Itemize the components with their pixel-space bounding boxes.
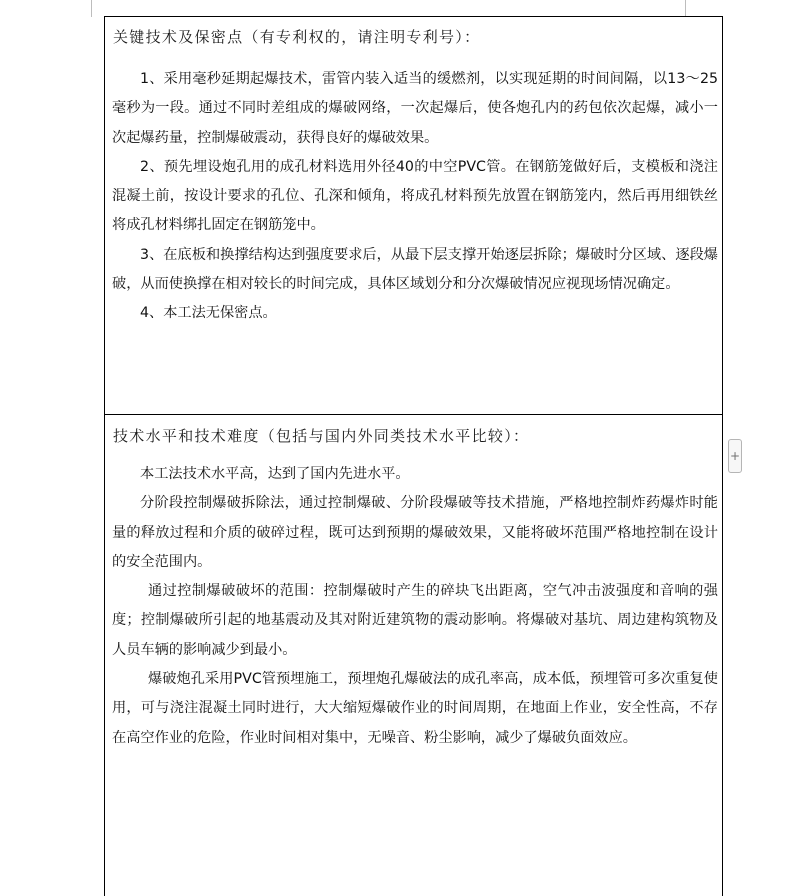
technical-level-body xyxy=(112,460,718,753)
technical-level-heading: 技术水平和技术难度（包括与国内外同类技术水平比较）： xyxy=(113,427,530,445)
key-technology-body xyxy=(112,65,718,329)
key-technology-paragraph-4: 4、本工法无保密点。 xyxy=(140,305,277,322)
cell-key-technology xyxy=(105,17,722,415)
plus-icon: + xyxy=(729,449,741,463)
technical-level-paragraph-4: 爆破炮孔采用PVC管预埋施工，预埋炮孔爆破法的成孔率高，成本低，预埋管可多次重复使用，可与浇注混凝土同时进行，大大缩短爆破作业的时间周期，在地面上作业，安全性高，不存在高空作业的危险，作业时间相对集中，无噪音、粉尘影响，减少了爆破负面效应。 xyxy=(112,671,718,746)
technical-level-paragraph-2: 分阶段控制爆破拆除法，通过控制爆破、分阶段爆破等技术措施，严格地控制炸药爆炸时能量的释放过程和介质的破碎过程，既可达到预期的爆破效果，又能将破坏范围严格地控制在设计的安全范围内。 xyxy=(112,495,718,570)
key-technology-paragraph-2: 2、预先埋设炮孔用的成孔材料选用外径40的中空PVC管。在钢筋笼做好后，支模板和浇注混凝土前，按设计要求的孔位、孔深和倾角，将成孔材料预先放置在钢筋笼内，然后再用细铁丝将成孔材料绑扎固定在钢筋笼中。 xyxy=(112,158,718,234)
cell-technical-level xyxy=(105,415,722,895)
form-table xyxy=(104,16,723,896)
technical-level-paragraph-1: 本工法技术水平高，达到了国内先进水平。 xyxy=(140,466,410,482)
technical-level-paragraph-3: 通过控制爆破破坏的范围：控制爆破时产生的碎块飞出距离，空气冲击波强度和音响的强度；控制爆破所引起的地基震动及其对附近建筑物的震动影响。将爆破对基坑、周边建构筑物及人员车辆的影响减少到最小。 xyxy=(112,583,718,658)
crop-mark-right xyxy=(685,0,686,17)
crop-mark-left xyxy=(91,0,92,17)
table-add-button[interactable] xyxy=(728,439,742,473)
key-technology-paragraph-1: 1、采用毫秒延期起爆技术，雷管内装入适当的缓燃剂，以实现延期的时间间隔，以13～25毫秒为一段。通过不同时差组成的爆破网络，一次起爆后，使各炮孔内的药包依次起爆，减小一次起爆药量，控制爆破震动，获得良好的爆破效果。 xyxy=(112,71,718,146)
key-technology-paragraph-3: 3、在底板和换撑结构达到强度要求后，从最下层支撑开始逐层拆除；爆破时分区域、逐段爆破，从而使换撑在相对较长的时间完成，具体区域划分和分次爆破情况应视现场情况确定。 xyxy=(112,246,718,293)
key-technology-heading: 关键技术及保密点（有专利权的，请注明专利号）： xyxy=(113,28,481,46)
